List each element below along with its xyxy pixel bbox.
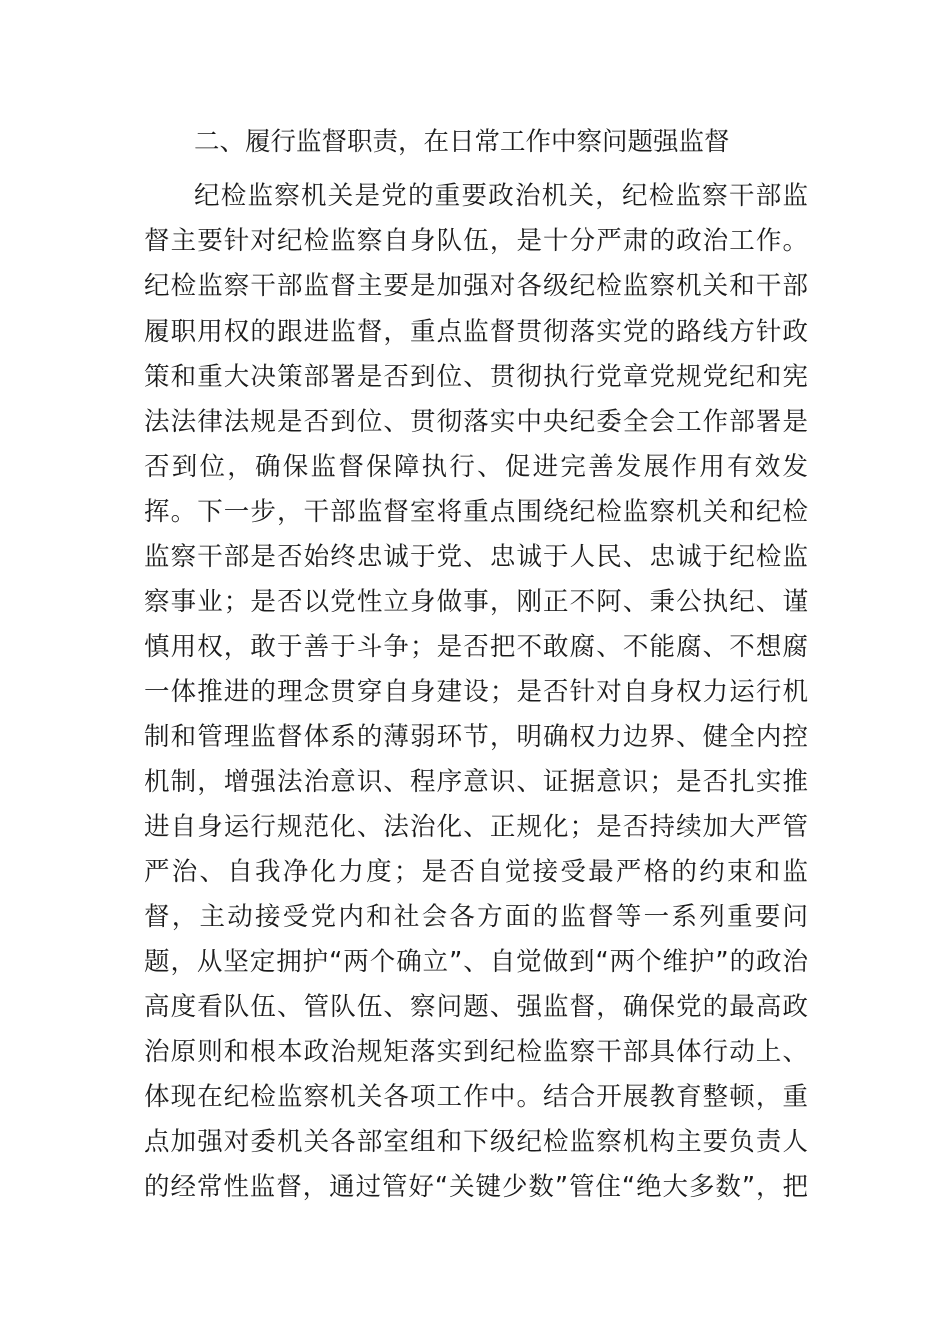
body-line: 察事业；是否以党性立身做事，刚正不阿、秉公执纪、谨	[144, 587, 808, 617]
body-line: 高度看队伍、管队伍、察问题、强监督，确保党的最高政	[144, 992, 808, 1022]
body-line: 点加强对委机关各部室组和下级纪检监察机构主要负责人	[144, 1127, 808, 1157]
body-line: 慎用权，敢于善于斗争；是否把不敢腐、不能腐、不想腐	[144, 632, 808, 662]
body-line: 题，从坚定拥护“两个确立”、自觉做到“两个维护”的政治	[144, 947, 808, 977]
body-line: 的经常性监督，通过管好“关键少数”管住“绝大多数”，把	[144, 1172, 808, 1202]
body-line: 一体推进的理念贯穿自身建设；是否针对自身权力运行机	[144, 677, 808, 707]
body-line: 法法律法规是否到位、贯彻落实中央纪委全会工作部署是	[144, 407, 808, 437]
body-line: 机制，增强法治意识、程序意识、证据意识；是否扎实推	[144, 767, 808, 797]
body-line: 制和管理监督体系的薄弱环节，明确权力边界、健全内控	[144, 722, 808, 752]
section-heading: 二、履行监督职责，在日常工作中察问题强监督	[194, 127, 730, 157]
body-line: 挥。下一步，干部监督室将重点围绕纪检监察机关和纪检	[144, 497, 808, 527]
body-line: 治原则和根本政治规矩落实到纪检监察干部具体行动上、	[144, 1037, 808, 1067]
body-line: 策和重大决策部署是否到位、贯彻执行党章党规党纪和宪	[144, 362, 808, 392]
body-line: 体现在纪检监察机关各项工作中。结合开展教育整顿，重	[144, 1082, 808, 1112]
body-line: 履职用权的跟进监督，重点监督贯彻落实党的路线方针政	[144, 317, 808, 347]
body-line: 否到位，确保监督保障执行、促进完善发展作用有效发	[144, 452, 808, 482]
body-line: 纪检监察机关是党的重要政治机关，纪检监察干部监	[194, 181, 808, 211]
body-line: 纪检监察干部监督主要是加强对各级纪检监察机关和干部	[144, 271, 808, 301]
body-line: 督主要针对纪检监察自身队伍，是十分严肃的政治工作。	[144, 226, 808, 256]
body-line: 监察干部是否始终忠诚于党、忠诚于人民、忠诚于纪检监	[144, 542, 808, 572]
body-line: 督，主动接受党内和社会各方面的监督等一系列重要问	[144, 902, 808, 932]
body-line: 进自身运行规范化、法治化、正规化；是否持续加大严管	[144, 812, 808, 842]
body-line: 严治、自我净化力度；是否自觉接受最严格的约束和监	[144, 857, 808, 887]
